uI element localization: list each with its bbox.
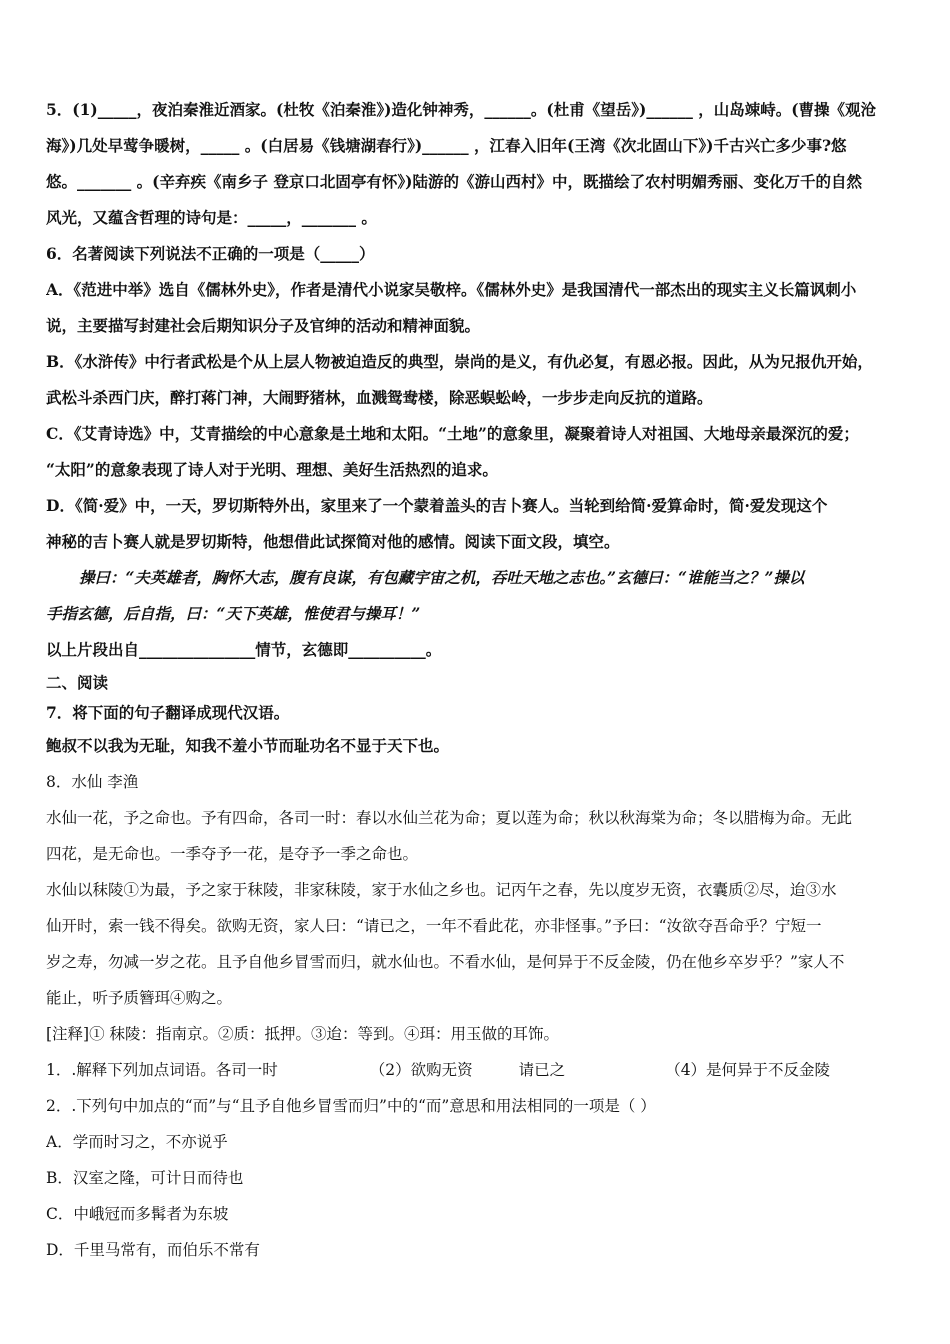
q8-option: D．千里马常有，而伯乐不常有 — [46, 1241, 260, 1259]
q8-paragraph-1: 四花，是无命也。一季夺予一花，是夺予一季之命也。 — [46, 845, 419, 863]
q6-option-b: 武松斗杀西门庆，醉打蒋门神，大闹野猪林，血溅鸳鸯楼，除恶蜈蚣岭，一步步走向反抗的道路。 — [46, 388, 713, 407]
q8-annotation: [注释]① 秣陵：指南京。②质：抵押。③迨：等到。④珥：用玉做的耳饰。 — [46, 1025, 560, 1043]
q8-option: B．汉室之隆，可计日而待也 — [46, 1169, 244, 1187]
q5-line: 风光，又蕴含哲理的诗句是：_____，_______ 。 — [46, 208, 377, 227]
question-8 — [46, 764, 916, 1268]
q8-paragraph-2: 仙开时，索一钱不得矣。欲购无资，家人曰：“请已之，一年不看此花，亦非怪事。”予曰：“汝欲夺吾命乎？宁短一 — [46, 917, 822, 935]
q6-option-c: “太阳”的意象表现了诗人对于光明、理想、美好生活热烈的追求。 — [46, 460, 498, 479]
q6-option-c: C．《艾青诗选》中，艾青描绘的中心意象是土地和太阳。“土地”的意象里，凝聚着诗人对祖国、大地母亲最深沉的爱； — [46, 424, 859, 443]
q8-paragraph-2: 水仙以秣陵①为最，予之家于秣陵，非家秣陵，家于水仙之乡也。记丙午之春，先以度岁无资，衣囊质②尽，迨③水 — [46, 881, 837, 899]
q7-sentence: 鲍叔不以我为无耻，知我不羞小节而耻功名不显于天下也。 — [46, 736, 450, 755]
q6-stem: 6．名著阅读下列说法不正确的一项是（_____） — [46, 244, 375, 263]
q8-paragraph-2: 岁之寿，勿减一岁之花。且予自他乡冒雪而归，就水仙也。不看水仙，是何异于不反金陵，仍在他乡卒岁乎？”家人不 — [46, 953, 845, 971]
q8-sub-question-1 — [46, 1052, 916, 1088]
question-7 — [46, 698, 916, 764]
q6-option-b: B．《水浒传》中行者武松是个从上层人物被迫造反的典型，崇尚的是义，有仇必复，有恩必报。因此，从为兄报仇开始， — [46, 352, 873, 371]
q5-line: 悠。_______ 。(辛弃疾《南乡子 登京口北固亭有怀》)陆游的《游山西村》中，既描绘了农村明媚秀丽、变化万千的自然 — [46, 172, 862, 191]
q7-stem: 7．将下面的句子翻译成现代汉语。 — [46, 703, 290, 722]
q8-option: A．学而时习之，不亦说乎 — [46, 1133, 228, 1151]
q5-line: 5．(1)_____，夜泊秦淮近酒家。(杜牧《泊秦淮》)造化钟神秀，______。(杜甫《望岳》)______ ，山岛竦峙。(曹操《观沧 — [46, 100, 877, 119]
q8-sub-question-2: 2．.下列句中加点的“而”与“且予自他乡冒雪而归”中的“而”意思和用法相同的一项是（ ） — [46, 1097, 656, 1115]
q6-option-d: D．《简·爱》中，一天，罗切斯特外出，家里来了一个蒙着盖头的吉卜赛人。当轮到给简·爱算命时，简·爱发现这个 — [46, 496, 828, 515]
q8-paragraph-2: 能止，听予质簪珥④购之。 — [46, 989, 233, 1007]
q5-line: 海》)几处早莺争暖树，_____ 。(白居易《钱塘湖春行》)______ ，江春入旧年(王湾《次北固山下》)千古兴亡多少事?悠 — [46, 136, 847, 155]
sub1-part-d: （4）是何异于不反金陵 — [665, 1061, 831, 1079]
q6-option-d: 神秘的吉卜赛人就是罗切斯特，他想借此试探简对他的感情。阅读下面文段，填空。 — [46, 532, 620, 551]
q6-quote: 手指玄德，后自指，曰：“天下英雄，惟使君与操耳！” — [46, 604, 421, 623]
exam-page — [46, 92, 916, 1268]
q8-paragraph-1: 水仙一花，予之命也。予有四命，各司一时：春以水仙兰花为命；夏以莲为命；秋以秋海棠为命；冬以腊梅为命。无此 — [46, 809, 853, 827]
q6-quote: 操曰：“夫英雄者，胸怀大志，腹有良谋，有包藏宇宙之机，吞吐天地之志也。”玄德曰：“谁能当之？”操以 — [79, 568, 805, 587]
q6-option-a: 说，主要描写封建社会后期知识分子及官绅的活动和精神面貌。 — [46, 316, 481, 335]
sub1-part-a: 1．.解释下列加点词语。各司一时 — [46, 1061, 278, 1079]
sub1-part-c: 请已之 — [518, 1061, 566, 1079]
q8-title: 8．水仙 李渔 — [46, 773, 139, 791]
q6-fill-blank: 以上片段出自_______________情节，玄德即__________。 — [46, 640, 442, 659]
section-title: 二、阅读 — [46, 673, 109, 692]
question-6 — [46, 236, 916, 668]
q6-option-a: A．《范进中举》选自《儒林外史》，作者是清代小说家吴敬梓。《儒林外史》是我国清代一部杰出的现实主义长篇讽刺小 — [46, 280, 857, 299]
question-5 — [46, 92, 916, 236]
q8-option: C．中峨冠而多髯者为东坡 — [46, 1205, 229, 1223]
sub1-part-b: （2）欲购无资 — [369, 1061, 473, 1079]
